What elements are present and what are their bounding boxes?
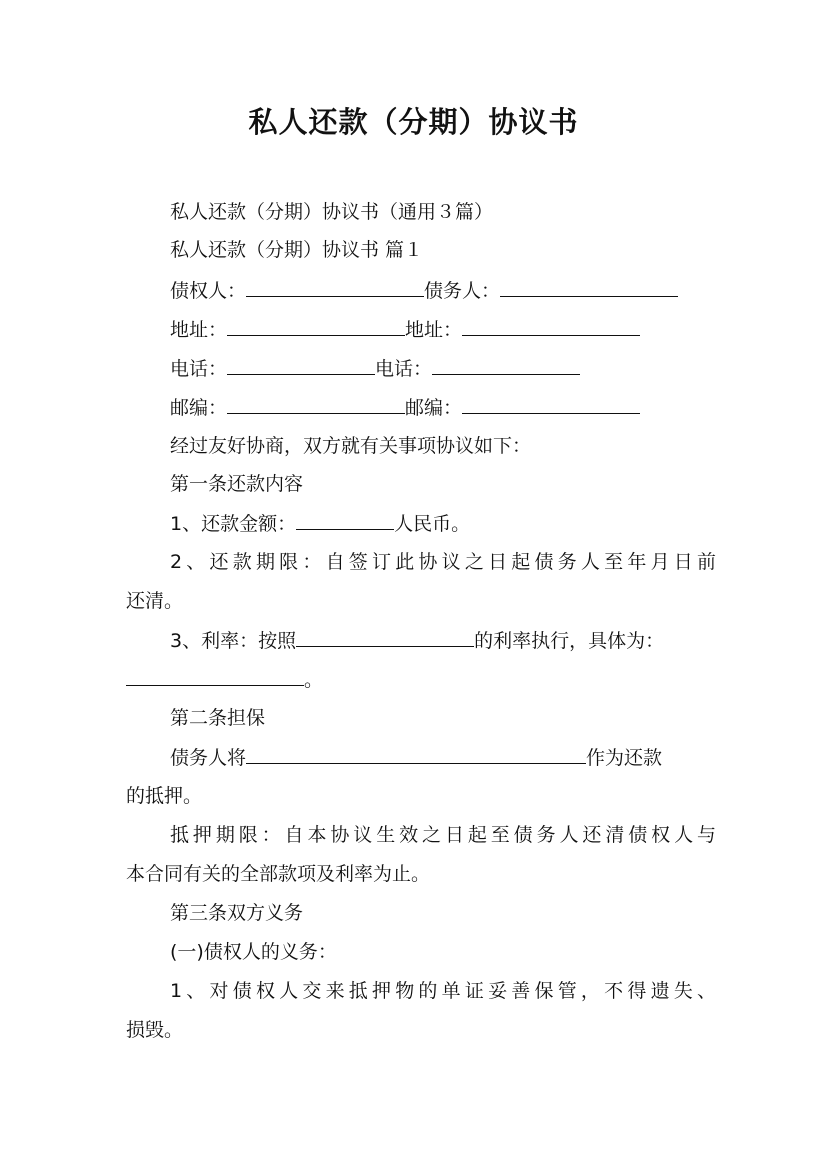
zip-blank-2[interactable] [462,395,640,414]
term-line-cont: 还清。 [126,590,184,612]
phone-label-1: 电话： [170,358,228,380]
creditor-label: 债权人： [170,280,247,302]
duty-1-line: 1、对债权人交来抵押物的单证妥善保管，不得遗失、 [170,980,716,1002]
amount-blank[interactable] [296,511,394,530]
article-1-heading: 第一条还款内容 [170,473,304,495]
amount-line [170,511,716,536]
pledge-term-line: 抵押期限：自本协议生效之日起至债务人还清债权人与 [170,824,716,846]
debtor-label: 债务人： [424,280,501,302]
amount-label: 1、还款金额： [170,513,297,535]
collateral-line-cont: 的抵押。 [126,785,203,807]
parties-line [170,278,716,303]
creditor-duties-heading: (一)债权人的义务： [170,941,337,963]
rate-line [170,628,716,653]
subtitle-line: 私人还款（分期）协议书（通用３篇） [170,201,494,223]
phone-blank-2[interactable] [432,356,580,375]
phone-blank-1[interactable] [227,356,375,375]
phone-line [170,356,716,381]
debtor-blank[interactable] [500,278,678,297]
zip-blank-1[interactable] [227,395,405,414]
address-label-1: 地址： [170,319,228,341]
zip-label-2: 邮编： [405,397,463,419]
collateral-blank[interactable] [246,745,586,764]
address-blank-1[interactable] [227,317,405,336]
rate-detail-line [126,667,716,692]
intro-line: 经过友好协商，双方就有关事项协议如下： [170,435,532,457]
rate-end: 。 [304,669,324,691]
amount-unit: 人民币。 [394,513,471,535]
duty-1-line-cont: 损毁。 [126,1019,184,1041]
phone-label-2: 电话： [375,358,433,380]
address-label-2: 地址： [405,319,463,341]
document-title: 私人还款（分期）协议书 [248,105,579,139]
collateral-line [170,745,716,770]
rate-blank[interactable] [296,628,474,647]
address-line [170,317,716,342]
address-blank-2[interactable] [462,317,640,336]
term-line: 2、还款期限：自签订此协议之日起债务人至年月日前 [170,551,716,573]
pledge-term-line-cont: 本合同有关的全部款项及利率为止。 [126,863,431,885]
section-heading: 私人还款（分期）协议书 篇１ [170,239,424,261]
article-3-heading: 第三条双方义务 [170,902,304,924]
zip-label-1: 邮编： [170,397,228,419]
collateral-suffix: 作为还款 [586,747,663,769]
collateral-label: 债务人将 [170,747,247,769]
zip-line [170,395,716,420]
creditor-blank[interactable] [246,278,424,297]
rate-detail-blank[interactable] [126,667,304,686]
rate-label: 3、利率：按照 [170,630,297,652]
rate-detail-label: 的利率执行，具体为： [474,630,665,652]
article-2-heading: 第二条担保 [170,707,266,729]
